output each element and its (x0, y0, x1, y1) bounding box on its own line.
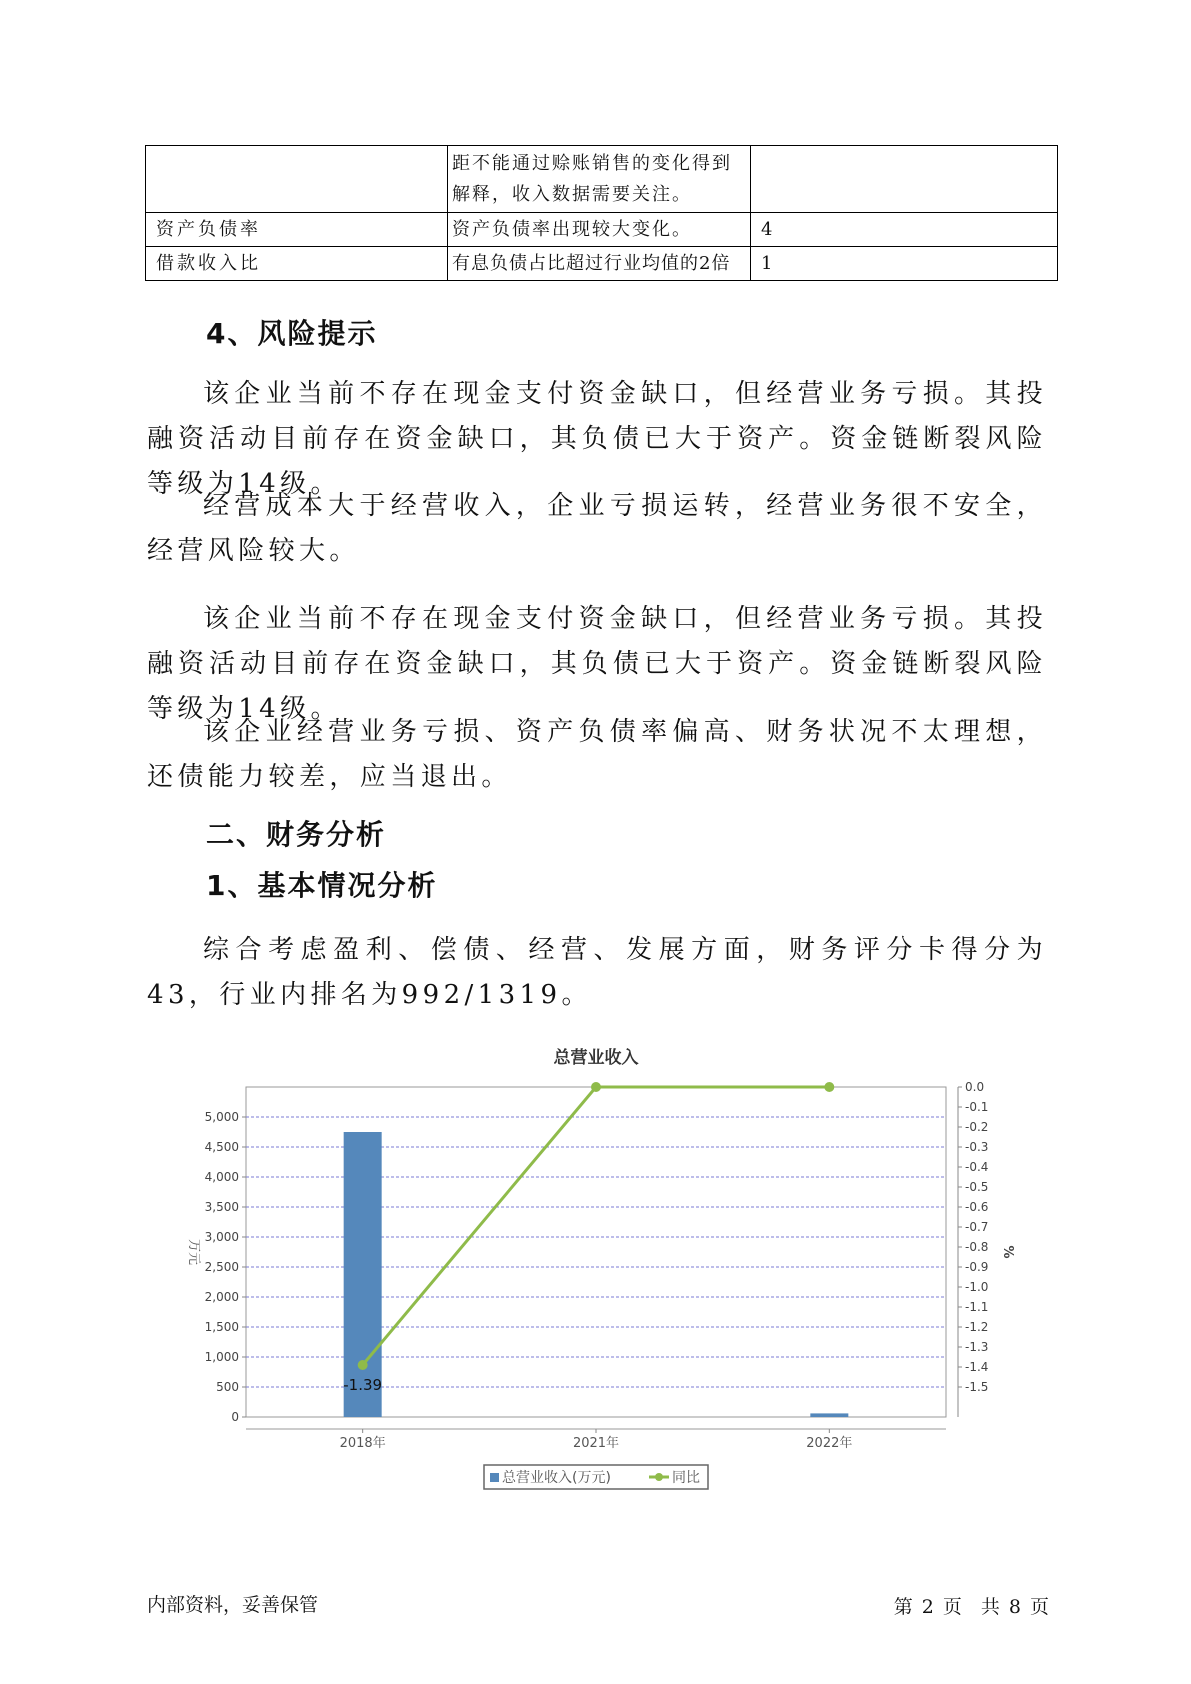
paragraph: 该企业当前不存在现金支付资金缺口，但经营业务亏损。其投融资活动目前存在资金缺口，其负债已大于资产。资金链断裂风险等级为14级。 (147, 379, 1047, 499)
page-suffix: 页 (1029, 1596, 1050, 1618)
y-tick-label-left: 2,500 (204, 1260, 239, 1274)
page-current: 2 (921, 1596, 935, 1618)
chart-title: 总营业收入 (553, 1048, 639, 1068)
paragraph: 该企业当前不存在现金支付资金缺口，但经营业务亏损。其投融资活动目前存在资金缺口，其负债已大于资产。资金链断裂风险等级为14级。 (147, 604, 1047, 724)
y-tick-label-right: -0.4 (965, 1160, 989, 1174)
table-cell (146, 146, 448, 213)
legend-swatch-bar (490, 1473, 499, 1482)
table-cell: 有息负债占比超过行业均值的2倍 (448, 247, 751, 281)
table-row (146, 146, 1058, 213)
y-tick-label-right: -0.2 (965, 1120, 989, 1134)
revenue-chart (170, 1045, 1050, 1515)
page-total: 8 (1008, 1596, 1022, 1618)
y-tick-label-left: 3,000 (204, 1230, 239, 1244)
cell-line: 距不能通过赊账销售的变化得到 (452, 153, 732, 174)
table-cell (448, 146, 751, 213)
y-tick-label-left: 4,500 (204, 1140, 239, 1154)
y-tick-label-right: -1.0 (965, 1280, 989, 1294)
y-tick-label-right: -1.5 (965, 1380, 989, 1394)
y-tick-label-right: -0.1 (965, 1100, 989, 1114)
table-cell: 借款收入比 (146, 247, 448, 281)
cell-line: 解释，收入数据需要关注。 (452, 184, 692, 205)
line-point (358, 1360, 368, 1370)
page-prefix: 第 (893, 1596, 914, 1618)
y-tick-label-right: -1.2 (965, 1320, 989, 1334)
y-tick-label-right: -1.4 (965, 1360, 989, 1374)
y-tick-label-left: 1,500 (204, 1320, 239, 1334)
paragraph: 该企业经营业务亏损、资产负债率偏高、财务状况不太理想，还债能力较差，应当退出。 (147, 717, 1047, 792)
y-tick-label-left: 5,000 (204, 1110, 239, 1124)
table-cell (751, 146, 1058, 213)
x-tick-label: 2021年 (572, 1436, 620, 1451)
section-heading-risk: 4、风险提示 (206, 317, 378, 350)
paragraph: 综合考虑盈利、偿债、经营、发展方面，财务评分卡得分为43，行业内排名为992/1319。 (147, 935, 1047, 1010)
bar (810, 1413, 848, 1417)
y-tick-label-right: -1.1 (965, 1300, 989, 1314)
footer-confidential: 内部资料，妥善保管 (147, 1594, 319, 1616)
y-tick-label-right: -1.3 (965, 1340, 989, 1354)
table-cell: 1 (751, 247, 1058, 281)
y-axis-label-left: 万元 (186, 1238, 201, 1266)
line-point (591, 1082, 601, 1092)
x-tick-label: 2018年 (339, 1436, 386, 1451)
table-cell: 资产负债率出现较大变化。 (448, 213, 751, 247)
y-tick-label-right: -0.3 (965, 1140, 989, 1154)
y-tick-label-left: 2,000 (204, 1290, 239, 1304)
y-tick-label-right: -0.8 (965, 1240, 989, 1254)
y-tick-label-right: -0.9 (965, 1260, 989, 1274)
y-tick-label-left: 1,000 (204, 1350, 239, 1364)
y-tick-label-left: 3,500 (204, 1200, 239, 1214)
footer-page-number (890, 1592, 1054, 1619)
y-tick-label-left: 0 (231, 1410, 239, 1424)
y-tick-label-right: -0.6 (965, 1200, 989, 1214)
table-row (146, 247, 1058, 281)
table-row (146, 213, 1058, 247)
y-tick-label-left: 4,000 (204, 1170, 239, 1184)
table-cell: 资产负债率 (146, 213, 448, 247)
y-tick-label-right: 0.0 (965, 1080, 985, 1094)
bar (344, 1132, 382, 1417)
y-tick-label-left: 500 (216, 1380, 239, 1394)
subsection-heading: 1、基本情况分析 (206, 869, 438, 902)
line-point (824, 1082, 834, 1092)
table-cell: 4 (751, 213, 1058, 247)
risk-indicator-table (145, 145, 1058, 281)
total-prefix: 共 (980, 1596, 1001, 1618)
paragraph: 经营成本大于经营收入，企业亏损运转，经营业务很不安全，经营风险较大。 (147, 491, 1047, 566)
y-tick-label-right: -0.7 (965, 1220, 989, 1234)
page-mid: 页 (942, 1596, 963, 1618)
data-label: -1.39 (343, 1376, 383, 1394)
section-heading-finance: 二、财务分析 (206, 818, 387, 851)
x-tick-label: 2022年 (806, 1436, 853, 1451)
y-tick-label-right: -0.5 (965, 1180, 989, 1194)
legend-label: 同比 (672, 1470, 700, 1486)
legend-swatch-point (655, 1473, 663, 1481)
legend-label: 总营业收入(万元) (502, 1470, 611, 1486)
y-axis-label-right: % (1000, 1245, 1015, 1259)
